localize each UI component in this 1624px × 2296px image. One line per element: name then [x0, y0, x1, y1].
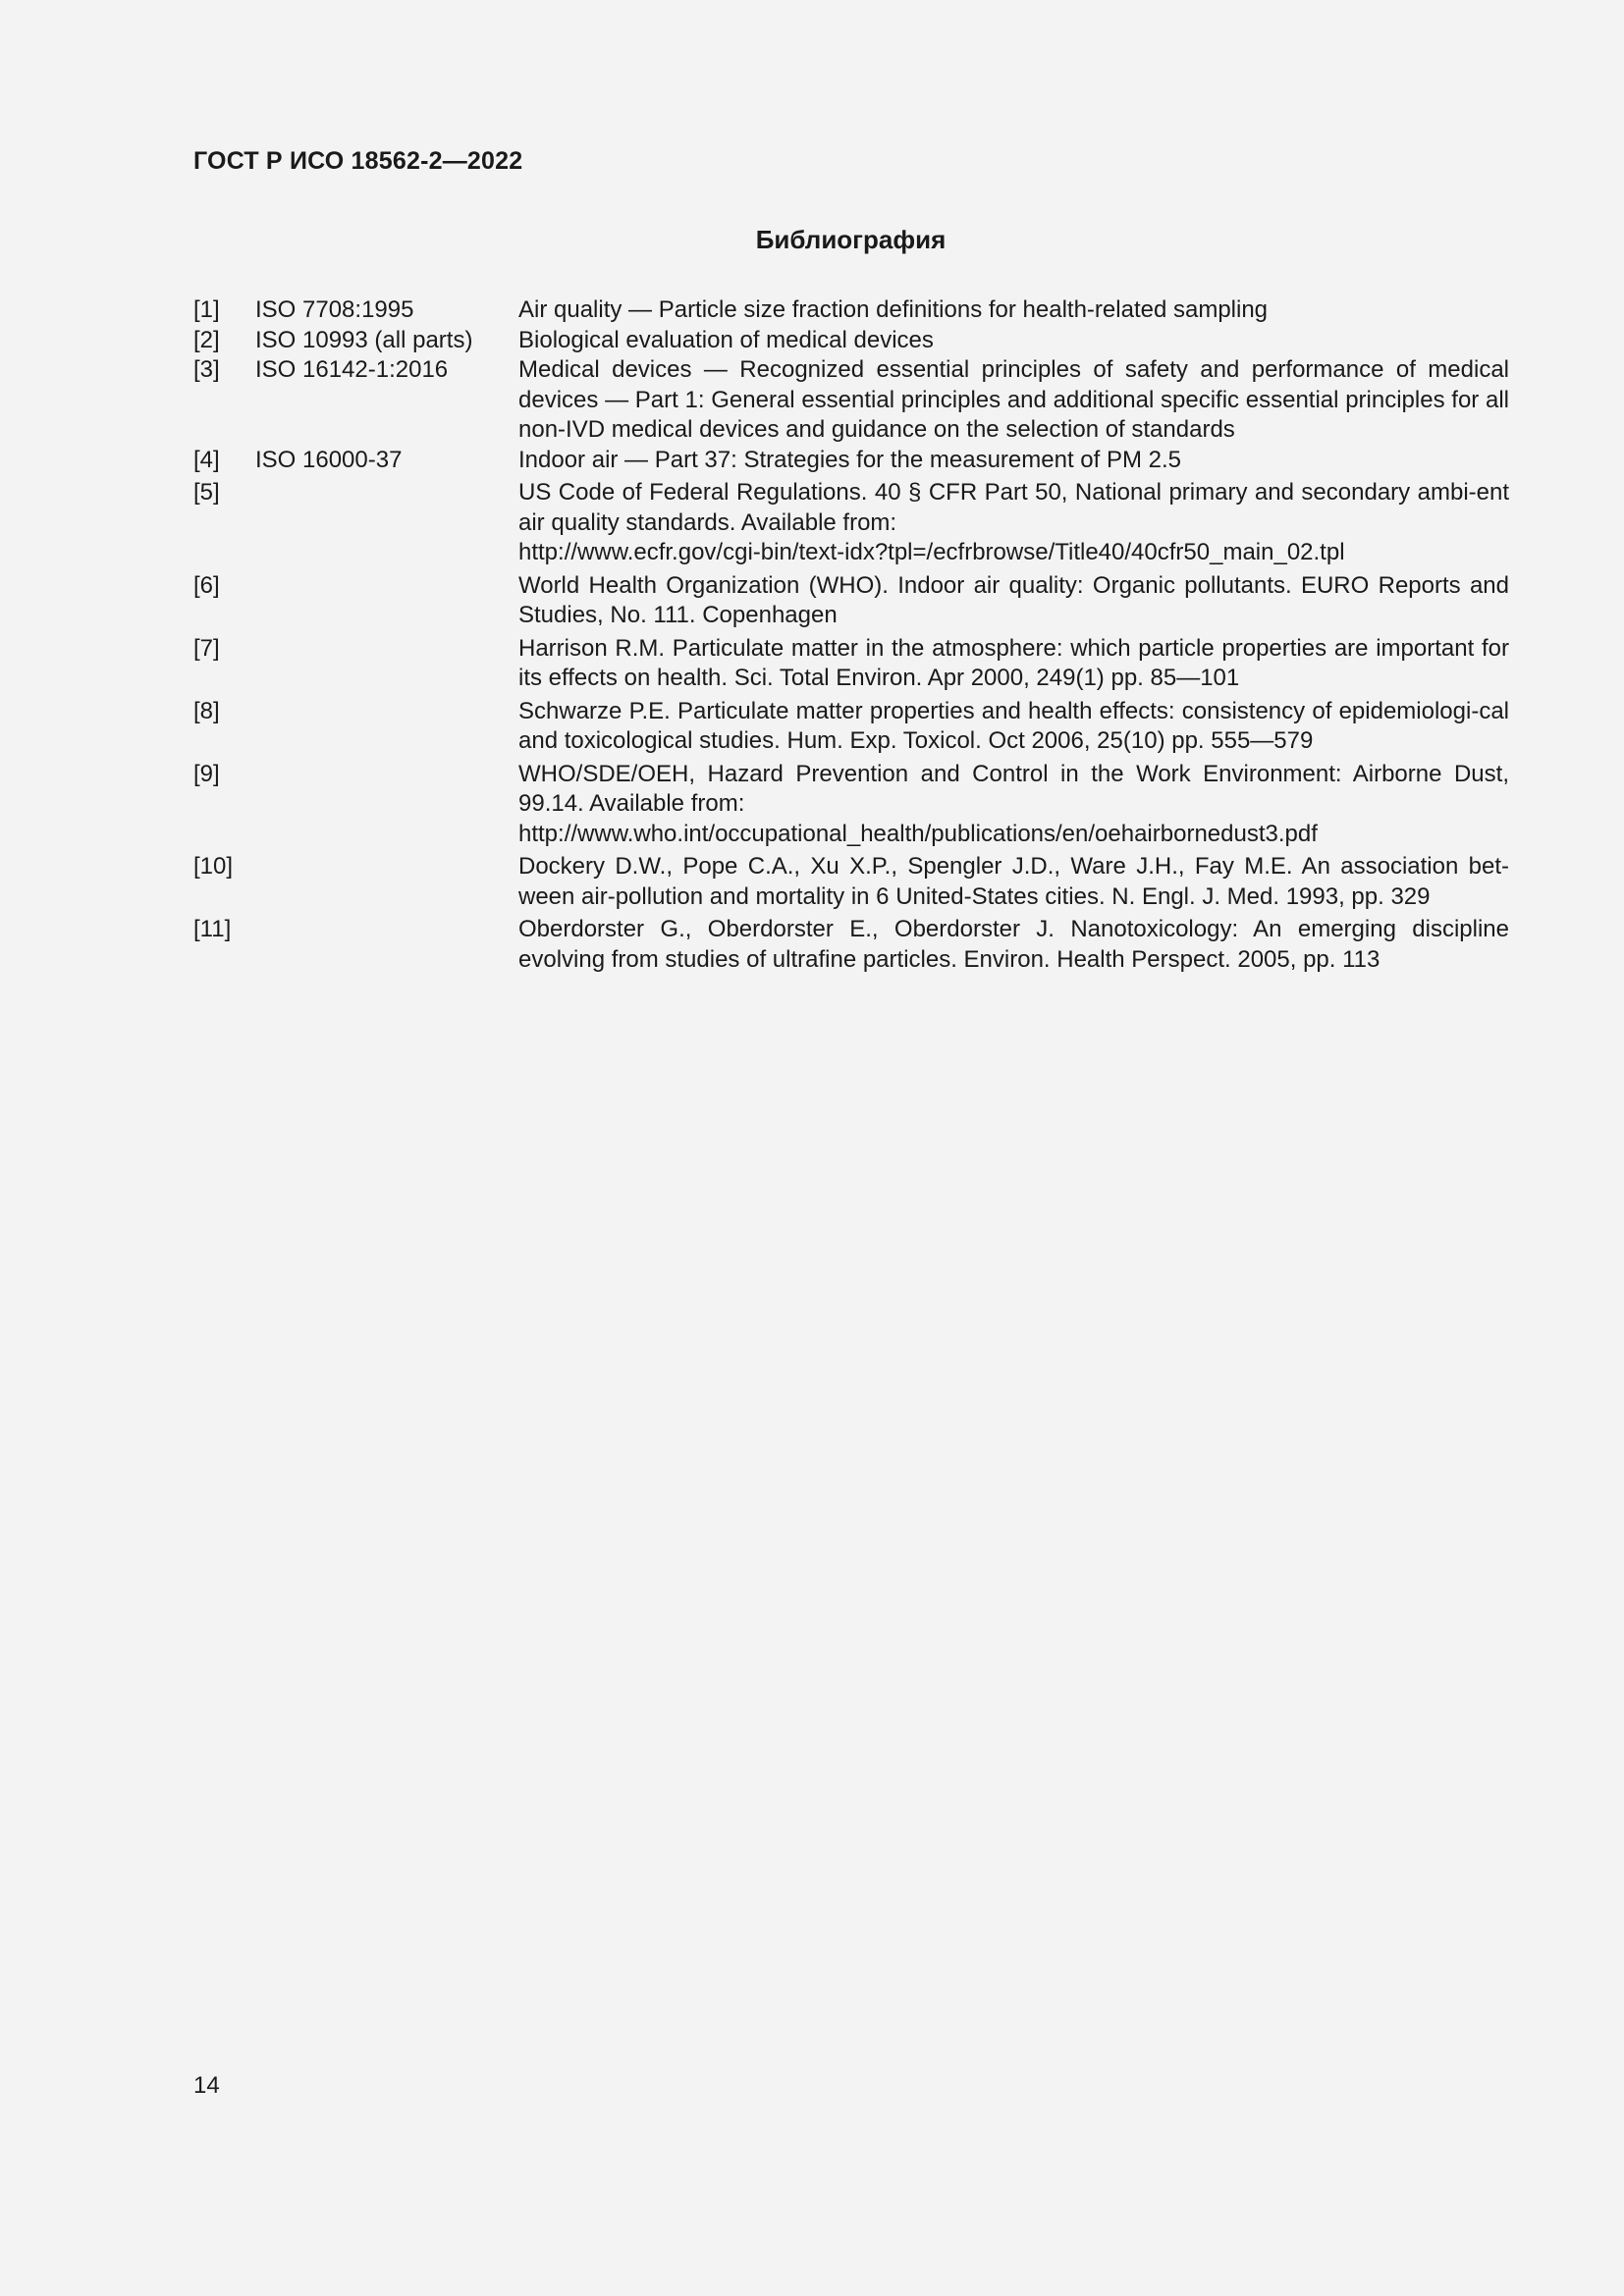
entry-code: ISO 10993 (all parts): [255, 326, 473, 353]
entry-text: Air quality — Particle size fraction definitions for health-related sampling: [518, 296, 1269, 323]
entry-number: [5]: [193, 479, 220, 506]
entry-text: World Health Organization (WHO). Indoor air quality: Organic pollutants. EURO Reports and Studies, No. 111. Copenhagen: [518, 571, 1509, 628]
entry-code: ISO 16142-1:2016: [255, 356, 449, 383]
bibliography-entry: [193, 326, 1509, 356]
entry-text: Schwarze P.E. Particulate matter properties and health effects: consistency of epidemiologi-cal and toxicological studies. Hum. Exp. Toxicol. Oct 2006, 25(10) pp. 555—579: [518, 697, 1509, 754]
entry-text: WHO/SDE/OEH, Hazard Prevention and Control in the Work Environment: Airborne Dust, 99.14. Available from:: [518, 760, 1509, 817]
entry-text: Harrison R.M. Particulate matter in the atmosphere: which particle properties are important for its effects on health. Sci. Total Environ. Apr 2000, 249(1) pp. 85—101: [518, 634, 1509, 691]
entry-number: [11]: [193, 916, 232, 942]
entry-number: [4]: [193, 446, 220, 473]
bibliography-list: [193, 295, 1509, 975]
entry-number: [2]: [193, 326, 220, 353]
bibliography-entry: [193, 355, 1509, 446]
entry-url: http://www.ecfr.gov/cgi-bin/text-idx?tpl=/ecfrbrowse/Title40/40cfr50_main_02.tpl: [518, 539, 1345, 565]
entry-code: ISO 16000-37: [255, 446, 403, 473]
bibliography-entry: [193, 852, 1509, 912]
entry-number: [6]: [193, 571, 220, 599]
entry-number: [10]: [193, 853, 234, 880]
bibliography-entry: [193, 446, 1509, 476]
entry-url: http://www.who.int/occupational_health/publications/en/oehairbornedust3.pdf: [518, 820, 1318, 847]
section-title: Библиография: [755, 225, 947, 254]
entry-number: [8]: [193, 697, 220, 724]
entry-number: [3]: [193, 356, 220, 383]
entry-number: [9]: [193, 760, 220, 787]
entry-text: US Code of Federal Regulations. 40 § CFR Part 50, National primary and secondary ambi-ent air quality standards. Available from:: [518, 479, 1509, 536]
bibliography-entry: [193, 915, 1509, 975]
entry-code: ISO 7708:1995: [255, 296, 414, 323]
entry-text-block: [518, 478, 1509, 568]
entry-number: [1]: [193, 296, 220, 323]
bibliography-entry: [193, 760, 1509, 850]
entry-text-block: [518, 760, 1509, 850]
bibliography-entry: [193, 478, 1509, 568]
bibliography-entry: [193, 295, 1509, 326]
bibliography-entry: [193, 634, 1509, 694]
page-number: 14: [193, 2072, 220, 2099]
document-header: ГОСТ Р ИСО 18562-2—2022: [193, 147, 523, 175]
entry-text: Medical devices — Recognized essential principles of safety and performance of medical devices — Part 1: General essential principles and additional specific essential principles for all non-IVD medical devices and guidance on the selection of standards: [518, 356, 1509, 443]
entry-text: Oberdorster G., Oberdorster E., Oberdorster J. Nanotoxicology: An emerging discipline evolving from studies of ultrafine particles. Environ. Health Perspect. 2005, pp. 113: [518, 916, 1509, 973]
entry-text: Dockery D.W., Pope C.A., Xu X.P., Spengler J.D., Ware J.H., Fay M.E. An association bet-ween air-pollution and mortality in 6 United-States cities. N. Engl. J. Med. 1993, pp. 329: [518, 853, 1509, 910]
entry-text: Indoor air — Part 37: Strategies for the measurement of PM 2.5: [518, 446, 1181, 473]
bibliography-entry: [193, 697, 1509, 757]
entry-text: Biological evaluation of medical devices: [518, 326, 934, 353]
entry-number: [7]: [193, 634, 220, 662]
bibliography-entry: [193, 571, 1509, 631]
